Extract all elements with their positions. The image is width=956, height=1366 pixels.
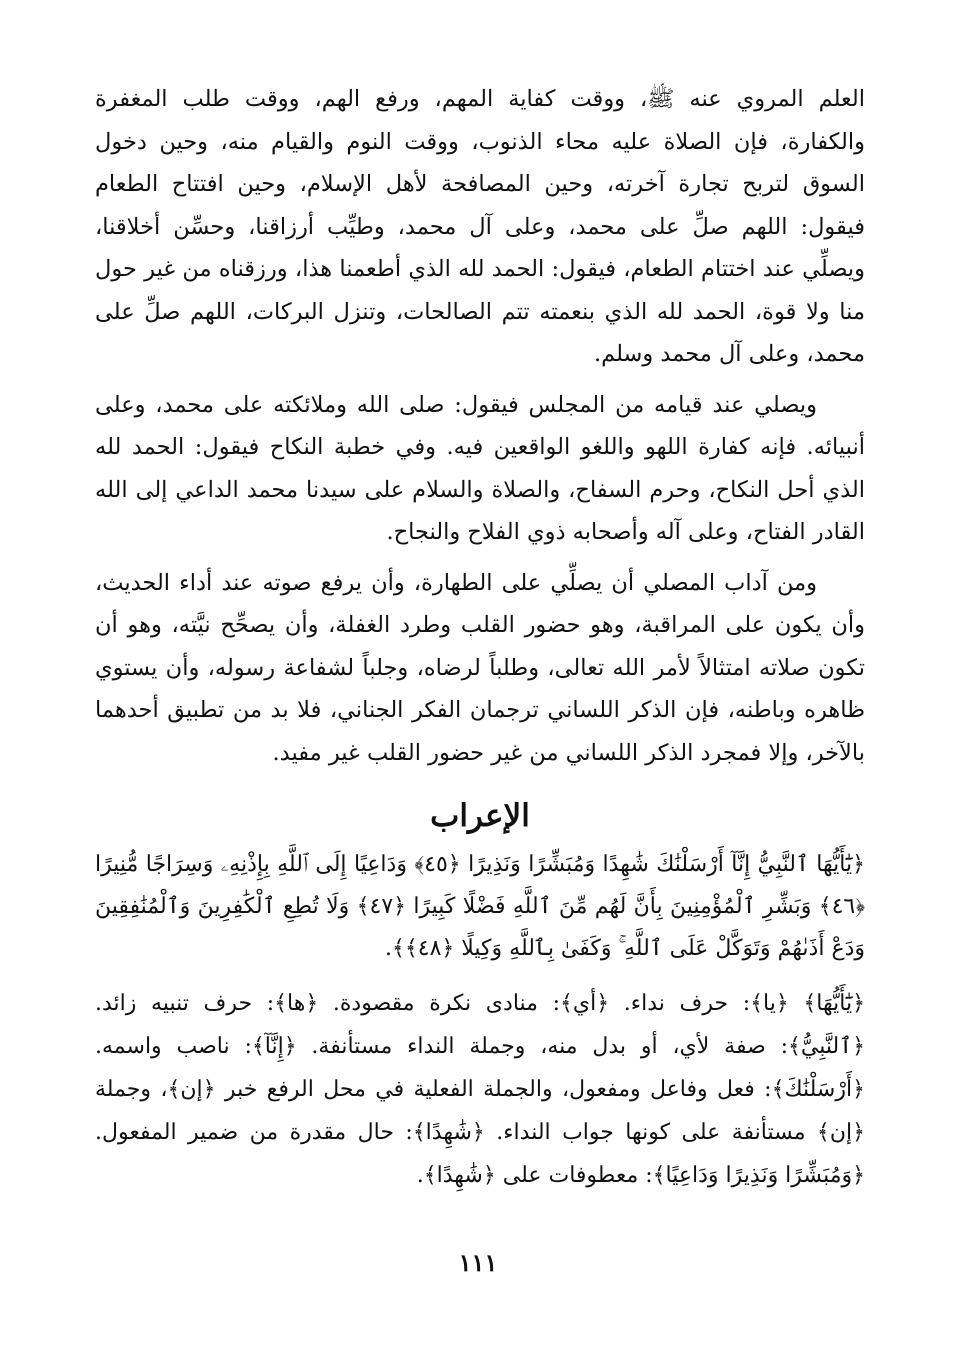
quran-verse-block: ﴿يَٰٓأَيُّهَا ٱلنَّبِيُّ إِنَّآ أَرْسَلْنَٰكَ شَٰهِدًا وَمُبَشِّرًا وَنَذِيرًا ﴿٤٥﴾ وَدَاعِيًا إِلَى ٱللَّهِ بِإِذْنِهِۦ وَسِرَاجًا مُّنِيرًا ﴿٤٦﴾ وَبَشِّرِ ٱلْمُؤْمِنِينَ بِأَنَّ لَهُم مِّنَ ٱللَّهِ فَضْلًا كَبِيرًا ﴿٤٧﴾ وَلَا تُطِعِ ٱلْكَٰفِرِينَ وَٱلْمُنَٰفِقِينَ وَدَعْ أَذَىٰهُمْ وَتَوَكَّلْ عَلَى ٱللَّهِ ۚ وَكَفَىٰ بِٱللَّهِ وَكِيلًا ﴿٤٨﴾﴾. — [95, 852, 865, 961]
paragraph-leaving-gathering: ويصلي عند قيامه من المجلس فيقول: صلى الله وملائكته على محمد، وعلى أنبيائه. فإنه كفارة اللهو واللغو الواقعين فيه. وفي خطبة النكاح فيقول: الحمد لله الذي أحل النكاح، وحرم السفاح، والصلاة والسلام على سيدنا محمد الداعي إلى الله القادر الفتاح، وعلى آله وأصحابه ذوي الفلاح والنجاح. — [95, 391, 865, 545]
document-page — [95, 78, 865, 1328]
paragraph-etiquette: ومن آداب المصلي أن يصلِّي على الطهارة، وأن يرفع صوته عند أداء الحديث، وأن يكون على المراقبة، وهو حضور القلب وطرد الغفلة، وأن يصحِّح نيَّته، وهو أن تكون صلاته امتثالاً لأمر الله تعالى، وطلباً لرضاه، وجلباً لشفاعة رسوله، وأن يستوي ظاهره وباطنه، فإن الذكر اللساني ترجمان الفكر الجناني، فلا بد من تطبيق أحدهما بالآخر، وإلا فمجرد الذكر اللساني من غير حضور القلب غير مفيد. — [95, 569, 865, 766]
section-heading-irab: الإعراب — [430, 798, 530, 834]
paragraph-blessings-occasions: العلم المروي عنه ﷺ، ووقت كفاية المهم، ورفع الهم، ووقت طلب المغفرة والكفارة، فإن الصلاة عليه محاء الذنوب، ووقت النوم والقيام منه، وحين دخول السوق لتربح تجارة آخرته، وحين المصافحة لأهل الإسلام، وحين افتتاح الطعام فيقول: اللهم صلِّ على محمد، وعلى آل محمد، وطيِّب أرزاقنا، وحسِّن أخلاقنا، ويصلِّي عند اختتام الطعام، فيقول: الحمد لله الذي أطعمنا هذا، ورزقناه من غير حول منا ولا قوة، الحمد لله الذي بنعمته تتم الصالحات، وتنزل البركات، اللهم صلِّ على محمد، وعلى آل محمد وسلم. — [95, 86, 865, 367]
page-number: ١١١ — [458, 1248, 498, 1277]
irab-analysis: ﴿يَٰٓأَيُّهَا﴾ ﴿يا﴾: حرف نداء. ﴿أي﴾: منادى نكرة مقصودة. ﴿ها﴾: حرف تنبيه زائد. ﴿ٱلنَّبِيُّ﴾: صفة لأي، أو بدل منه، وجملة النداء مستأنفة. ﴿إِنَّآ﴾: ناصب واسمه. ﴿أَرْسَلْنَٰكَ﴾: فعل وفاعل ومفعول، والجملة الفعلية في محل الرفع خبر ﴿إن﴾، وجملة ﴿إن﴾ مستأنفة على كونها جواب النداء. ﴿شَٰهِدًا﴾: حال مقدرة من ضمير المفعول. ﴿وَمُبَشِّرًا وَنَذِيرًا وَدَاعِيًا﴾: معطوفات على ﴿شَٰهِدًا﴾. — [95, 991, 865, 1188]
